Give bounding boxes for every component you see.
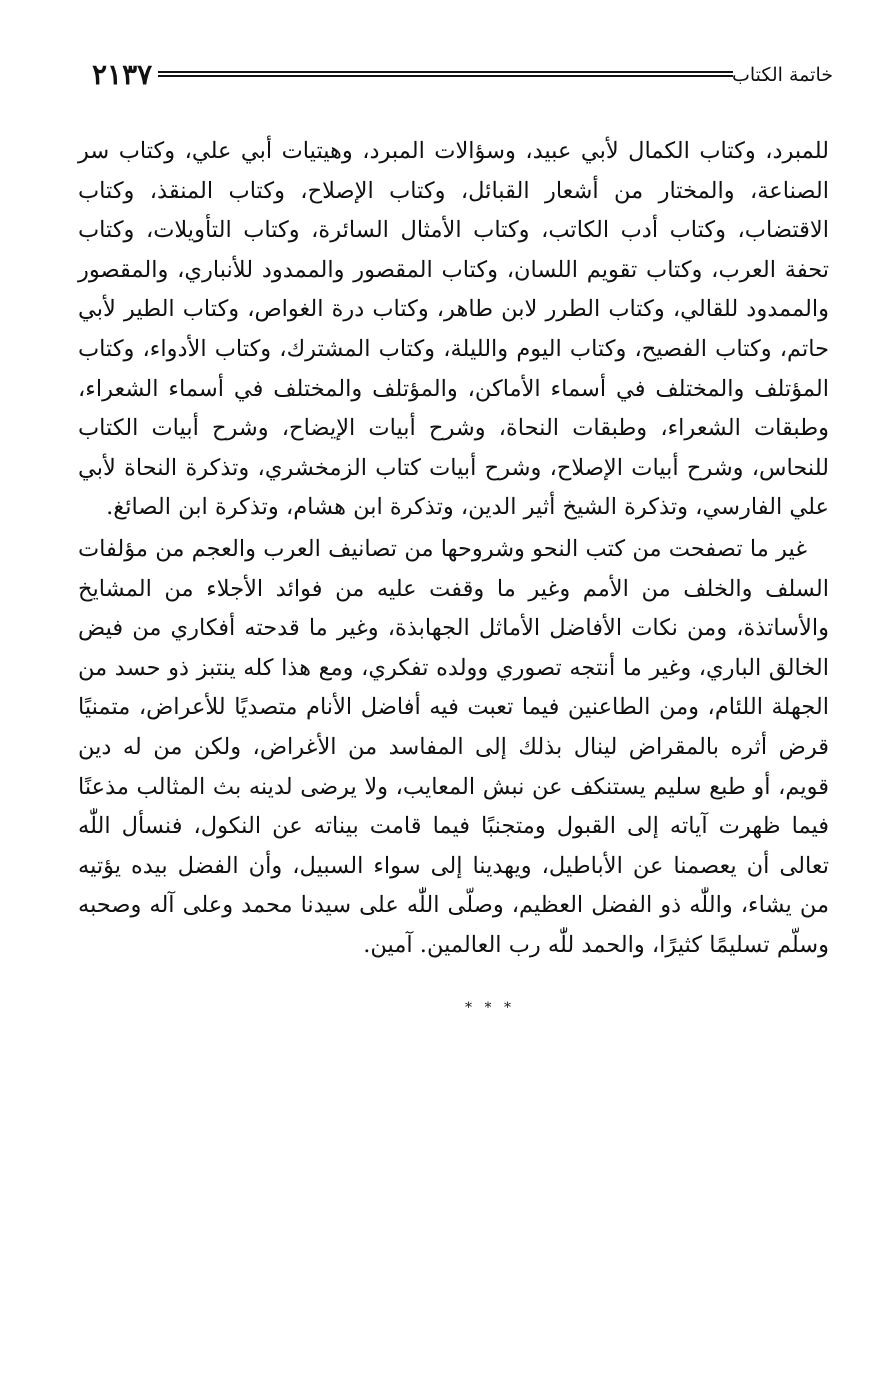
running-header [92,58,833,92]
section-separator: * * * [465,1000,515,1016]
chapter-title: خاتمة الكتاب [731,64,833,86]
page-number: ٢١٣٧ [92,58,153,91]
paragraph-closing: غير ما تصفحت من كتب النحو وشروحها من تصانيف العرب والعجم من مؤلفات السلف والخلف من الأمم وغير ما وقفت عليه من فوائد الأجلاء من المشايخ والأساتذة، ومن نكات الأفاضل الأماثل الجهابذة، وغير ما قدحته أفكاري من فيض الخالق الباري، وغير ما أنتجه تصوري وولده تفكري، ومع هذا كله ينتبز ذو حسد من الجهلة اللئام، ومن الطاعنين فيما تعبت فيه أفاضل الأنام متصديًا للأعراض، متمنيًا قرض أثره بالمقراض لينال بذلك إلى المفاسد من الأغراض، ولكن من له دين قويم، أو طبع سليم يستنكف عن نبش المعايب، ولا يرضى لدينه بث المثالب مذعنًا فيما ظهرت آياته إلى القبول ومتجنبًا فيما قامت بيناته عن النكول، فنسأل اللّٰه تعالى أن يعصمنا عن الأباطيل، ويهدينا إلى سواء السبيل، وأن الفضل بيده يؤتيه من يشاء، واللّٰه ذو الفضل العظيم، وصلّى اللّٰه على سيدنا محمد وعلى آله وصحبه وسلّم تسليمًا كثيرًا، والحمد للّٰه رب العالمين. آمين. [78,535,829,958]
main-text [78,132,829,965]
paragraph-book-list: للمبرد، وكتاب الكمال لأبي عبيد، وسؤالات المبرد، وهيتيات أبي علي، وكتاب سر الصناعة، والمختار من أشعار القبائل، وكتاب الإصلاح، وكتاب المنقذ، وكتاب الاقتضاب، وكتاب أدب الكاتب، وكتاب الأمثال السائرة، وكتاب التأويلات، وكتاب تحفة العرب، وكتاب تقويم اللسان، وكتاب المقصور والممدود للأنباري، والمقصور والممدود للقالي، وكتاب الطرر لابن طاهر، وكتاب درة الغواص، وكتاب الطير لأبي حاتم، وكتاب الفصيح، وكتاب اليوم والليلة، وكتاب المشترك، وكتاب الأدواء، وكتاب المؤتلف والمختلف في أسماء الأماكن، والمؤتلف والمختلف في أسماء الشعراء، وطبقات الشعراء، وطبقات النحاة، وشرح أبيات الإيضاح، وشرح أبيات الكتاب للنحاس، وشرح أبيات الإصلاح، وشرح أبيات كتاب الزمخشري، وتذكرة النحاة لأبي علي الفارسي، وتذكرة الشيخ أثير الدين، وتذكرة ابن هشام، وتذكرة ابن الصائغ. [78,138,829,521]
header-double-rule [158,71,733,77]
